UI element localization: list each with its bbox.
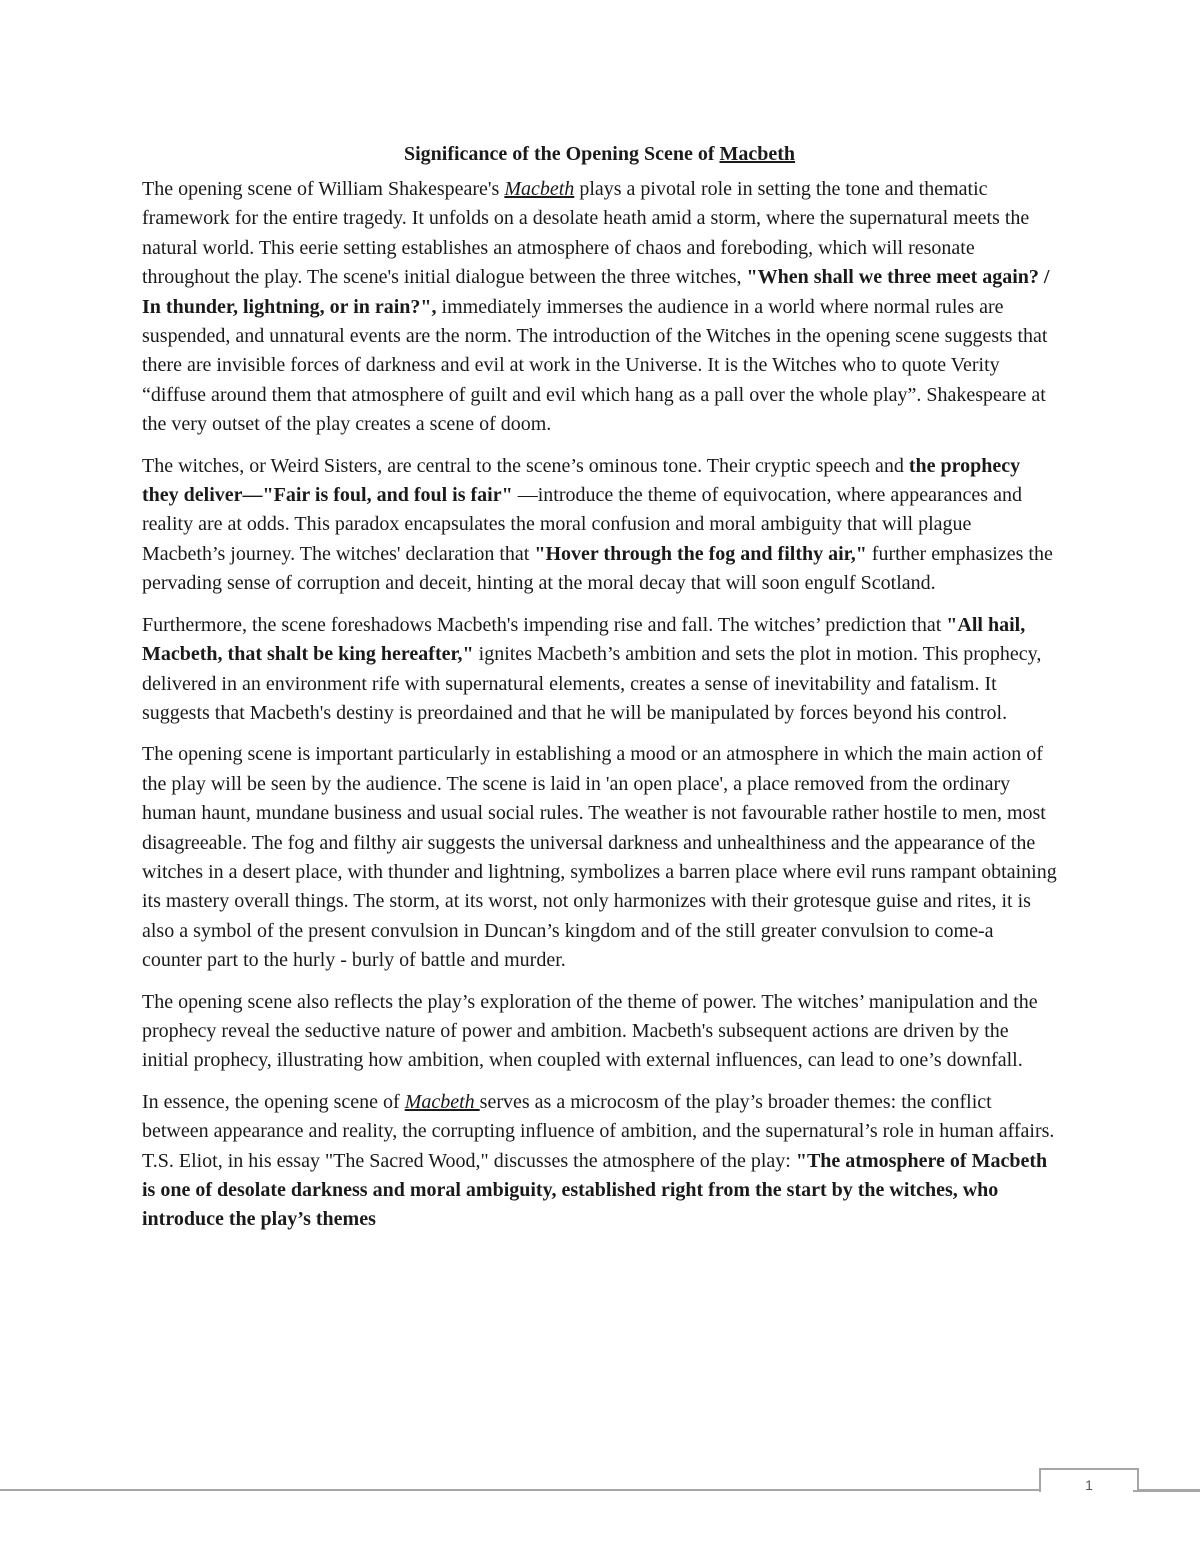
p2-hover-quote: "Hover through the fog and filthy air,": [534, 542, 867, 565]
p2-fair-is-foul-quote: the prophecy they deliver—"Fair is foul, and foul is fair": [142, 454, 1021, 507]
p2-text-c: further emphasizes the pervading sense of corruption and deceit, hinting at the moral decay that will soon engulf Scotland.: [142, 542, 1053, 595]
paragraph-2: [142, 452, 1057, 599]
title-play-name: Macbeth: [719, 143, 796, 165]
p2-text-b: —introduce the theme of equivocation, where appearances and reality are at odds. This paradox encapsulates the moral confusion and moral ambiguity that will plague Macbeth’s journey. The witches' declaration that: [142, 484, 1022, 565]
p2-text-a: The witches, or Weird Sisters, are central to the scene’s ominous tone. Their cryptic speech and: [142, 454, 909, 477]
p3-text-b: ignites Macbeth’s ambition and sets the plot in motion. This prophecy, delivered in an environment rife with supernatural elements, creates a sense of inevitability and fatalism. It suggests that Macbeth's destiny is preordained and that he will be manipulated by forces beyond his control.: [142, 643, 1042, 724]
p3-all-hail-quote: "All hail, Macbeth, that shalt be king hereafter,": [142, 613, 1026, 666]
p6-eliot-quote: "The atmosphere of Macbeth is one of desolate darkness and moral ambiguity, established right from the start by the witches, who introduce the play’s themes: [142, 1149, 1048, 1231]
paragraph-5: The opening scene also reflects the play’s exploration of the theme of power. The witches’ manipulation and the prophecy reveal the seductive nature of power and ambition. Macbeth's subsequent actions are driven by the initial prophecy, illustrating how ambition, when coupled with external influences, can lead to one’s downfall.: [142, 990, 1038, 1072]
paragraph-1: [142, 175, 1057, 440]
p1-witches-quote: "When shall we three meet again? / In thunder, lightning, or in rain?",: [142, 266, 1050, 318]
p6-text-a: In essence, the opening scene of: [142, 1090, 405, 1113]
p6-text-b: serves as a microcosm of the play’s broader themes: the conflict between appearance and reality, the corrupting influence of ambition, and the supernatural’s role in human affairs. T.S. Eliot, in his essay "The Sacred Wood," discusses the atmosphere of the play:: [142, 1090, 1055, 1172]
p6-play-name: Macbeth: [404, 1090, 480, 1113]
footer-rule: [0, 1489, 1200, 1491]
document-body: [142, 140, 1057, 1247]
paragraph-3: [142, 611, 1057, 729]
page-number: 1: [1085, 1477, 1093, 1493]
p1-text-c: immediately immerses the audience in a world where normal rules are suspended, and unnatural events are the norm. The introduction of the Witches in the opening scene suggests that there are invisible forces of darkness and evil at work in the Universe. It is the Witches who to quote Verity “diffuse around them that atmosphere of guilt and evil which hang as a pall over the whole play”. Shakespeare at the very outset of the play creates a scene of doom.: [142, 295, 1048, 436]
page-number-tab: [1133, 1468, 1200, 1492]
title-prefix: Significance of the Opening Scene of: [403, 143, 720, 165]
paragraph-6: [142, 1088, 1057, 1235]
paragraph-4: The opening scene is important particularly in establishing a mood or an atmosphere in which the main action of the play will be seen by the audience. The scene is laid in 'an open place', a place removed from the ordinary human haunt, mundane business and usual social rules. The weather is not favourable rather hostile to men, most disagreeable. The fog and filthy air suggests the universal darkness and unhealthiness and the appearance of the witches in a desert place, with thunder and lightning, symbolizes a barren place where evil runs rampant obtaining its mastery overall things. The storm, at its worst, not only harmonizes with their grotesque guise and rites, it is also a symbol of the present convulsion in Duncan’s kingdom and of the still greater convulsion to come-a counter part to the hurly - burly of battle and murder.: [142, 743, 1057, 972]
p1-play-name: Macbeth: [504, 178, 575, 200]
p3-text-a: Furthermore, the scene foreshadows Macbeth's impending rise and fall. The witches’ prediction that: [142, 613, 947, 636]
p1-text-a: The opening scene of William Shakespeare's: [142, 178, 505, 200]
document-title: [142, 140, 1057, 169]
p1-text-b: plays a pivotal role in setting the tone and thematic framework for the entire tragedy. It unfolds on a desolate heath amid a storm, where the supernatural meets the natural world. This eerie setting establishes an atmosphere of chaos and foreboding, which will resonate throughout the play. The scene's initial dialogue between the three witches,: [142, 178, 1030, 289]
